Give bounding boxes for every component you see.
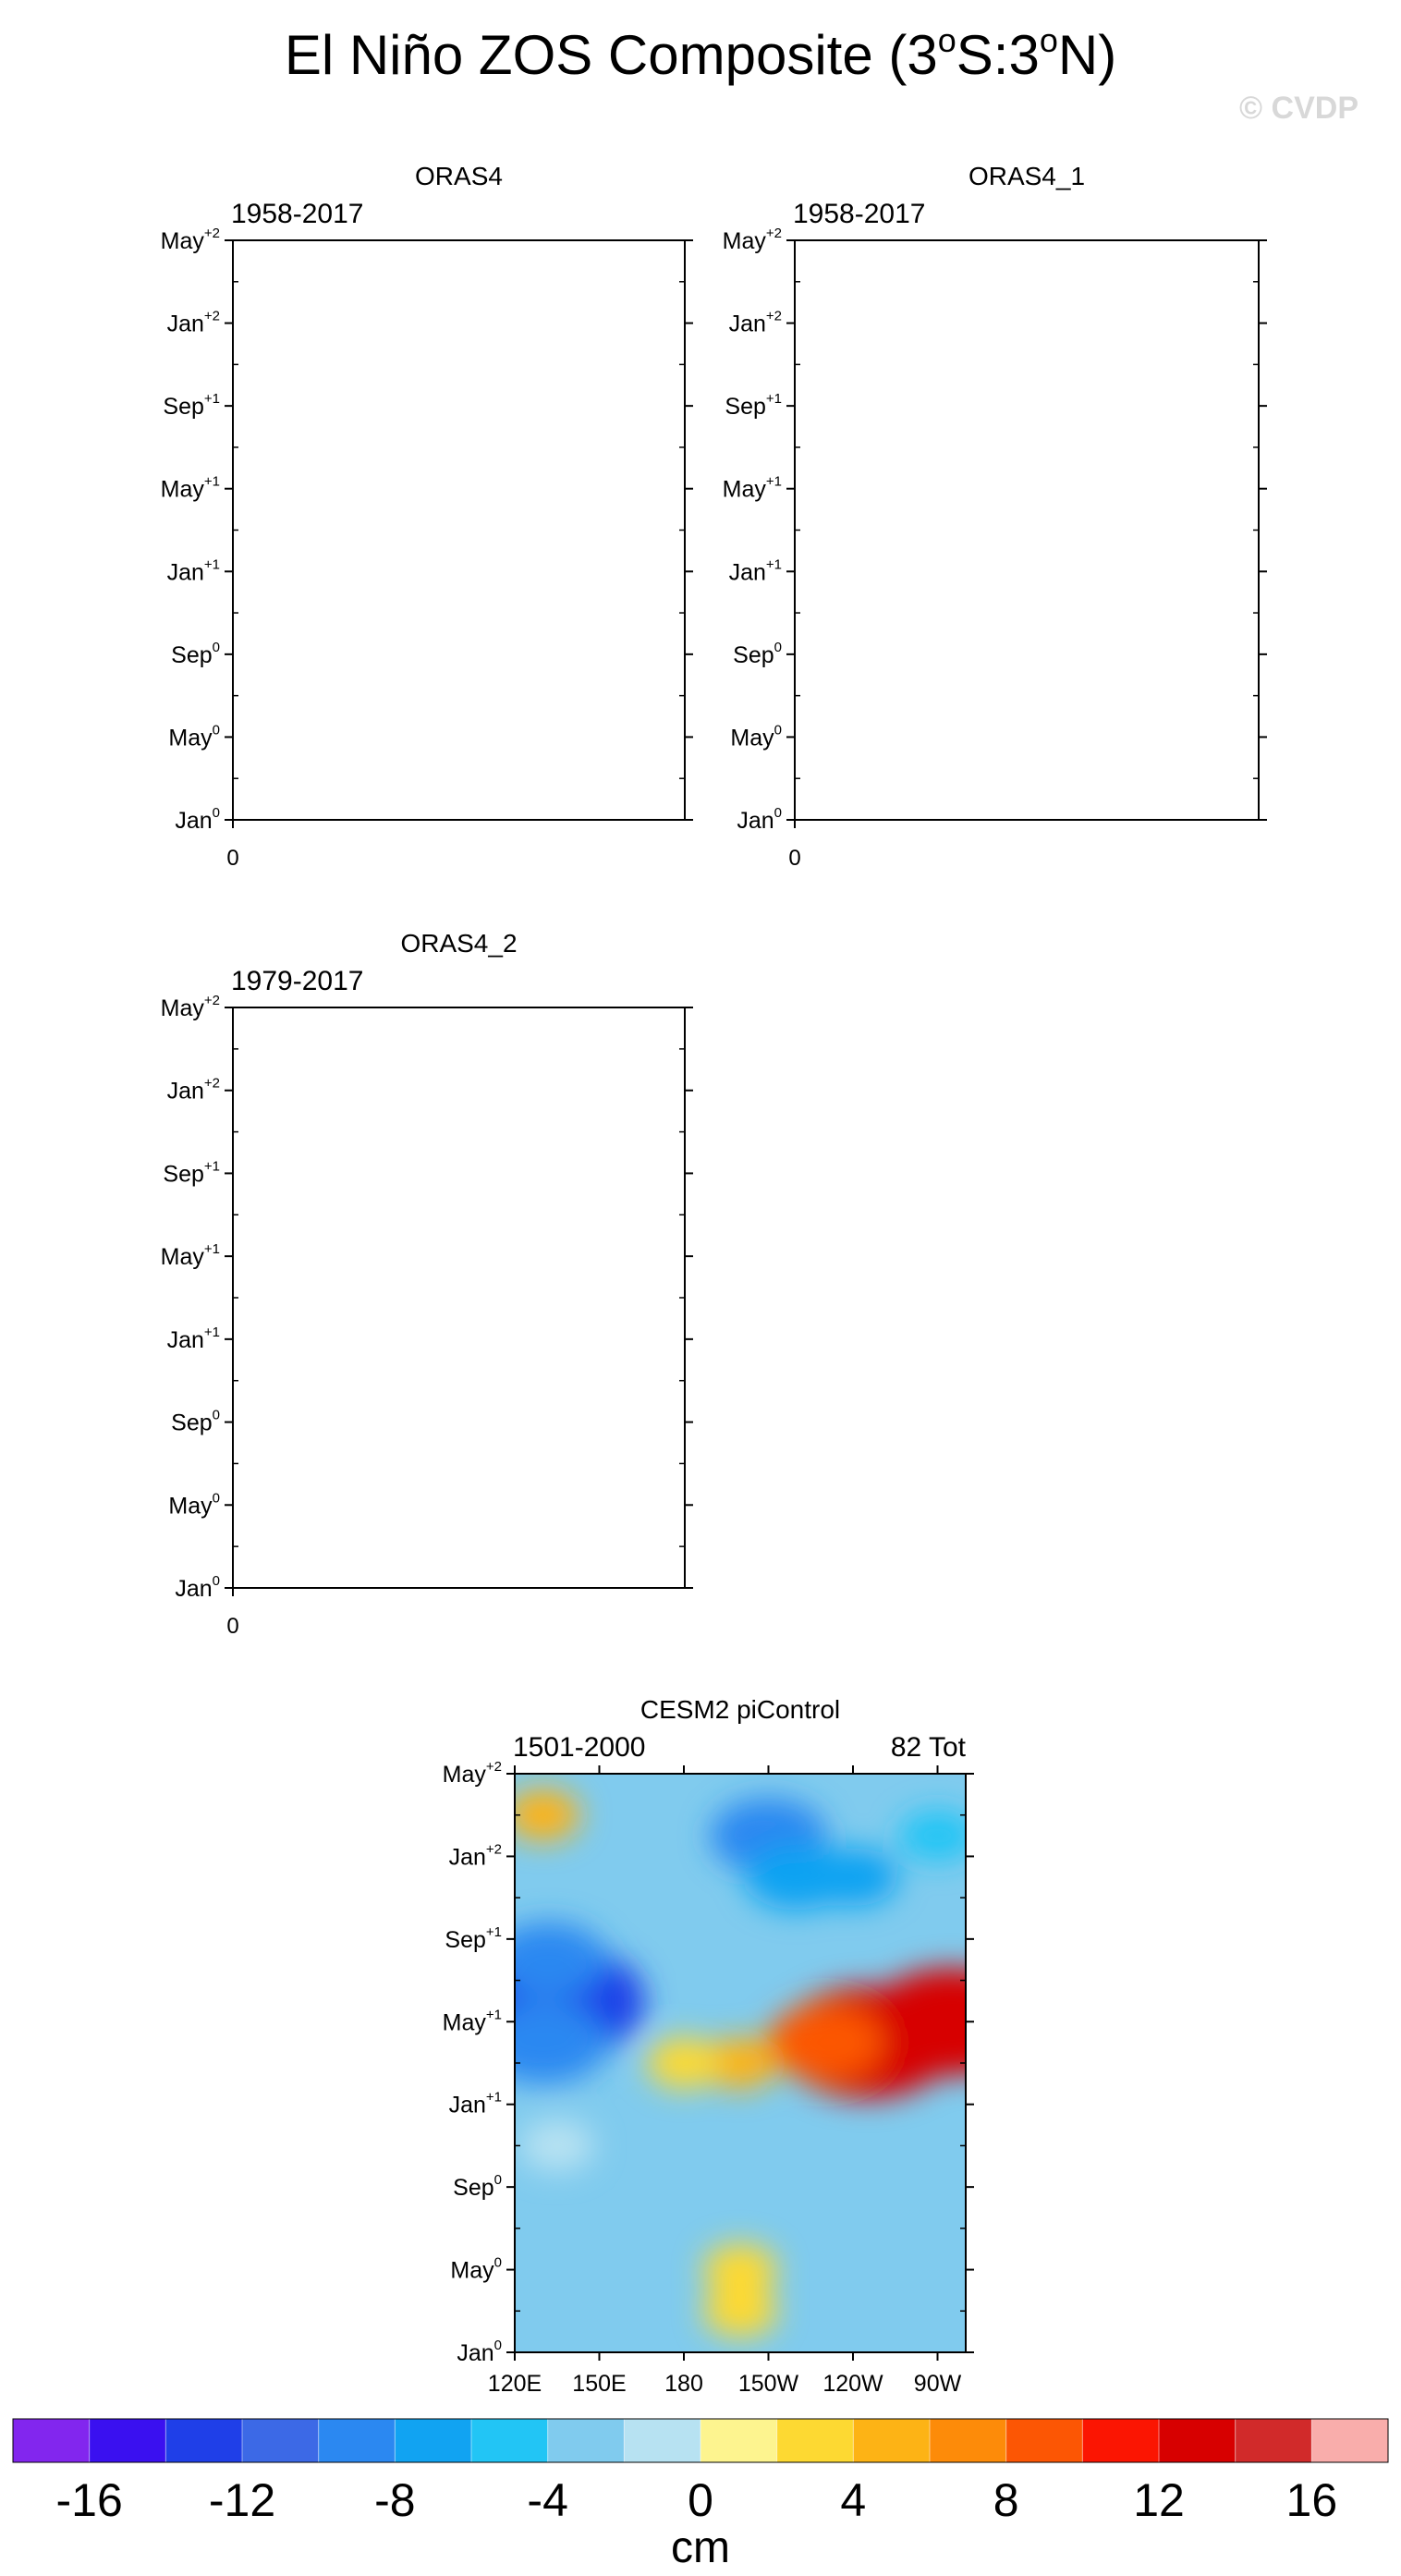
colorbar-swatch [471, 2419, 548, 2462]
y-tick-label: Sep$^0$ [733, 639, 782, 668]
colorbar-label: 16 [1285, 2474, 1338, 2526]
y-tick-label: May$^0$ [168, 722, 220, 751]
colorbar-label: 0 [688, 2474, 713, 2526]
y-tick-label: May$^{+1}$ [722, 473, 782, 503]
x-tick-label: 180 [664, 2371, 703, 2397]
colorbar-label: -16 [55, 2474, 123, 2526]
y-tick-label: Sep$^{+1}$ [163, 1158, 220, 1188]
colorbar-label: 12 [1133, 2474, 1185, 2526]
y-tick-label: Jan$^0$ [737, 805, 782, 834]
y-tick-label: Jan$^{+1}$ [448, 2089, 502, 2118]
colorbar-label: 4 [840, 2474, 867, 2526]
x-tick-label: 0 [788, 846, 801, 871]
colorbar-swatch [1236, 2419, 1312, 2462]
colorbar-swatch [624, 2419, 700, 2462]
colorbar-unit: cm [671, 2523, 730, 2572]
y-tick-label: May$^{+2}$ [442, 1759, 502, 1788]
x-tick-label: 0 [226, 1614, 239, 1639]
y-tick-label: Sep$^0$ [453, 2172, 502, 2202]
watermark: © CVDP [1239, 91, 1358, 126]
y-tick-label: Jan$^{+2}$ [166, 1075, 220, 1105]
y-tick-label: May$^0$ [168, 1490, 220, 1520]
colorbar-swatch [13, 2419, 90, 2462]
field-value [808, 1848, 898, 1906]
y-tick-label: May$^{+1}$ [160, 1241, 220, 1271]
y-tick-label: May$^{+1}$ [160, 473, 220, 503]
y-tick-label: Jan$^0$ [457, 2338, 502, 2366]
colorbar-label: -4 [527, 2474, 568, 2526]
y-tick-label: Jan$^{+2}$ [728, 308, 782, 337]
panel-1 [161, 162, 693, 871]
contour-field [464, 1774, 1036, 2352]
y-tick-label: Sep$^{+1}$ [445, 1923, 502, 1953]
colorbar-swatch [1159, 2419, 1236, 2462]
y-tick-label: May$^{+2}$ [160, 993, 220, 1021]
x-tick-label: 0 [226, 846, 239, 871]
y-tick-label: May$^{+2}$ [722, 226, 782, 254]
colorbar-label: -12 [208, 2474, 276, 2526]
panel-2 [723, 162, 1267, 871]
colorbar-label: 8 [993, 2474, 1019, 2526]
y-tick-label: Jan$^0$ [175, 1573, 220, 1602]
field-value [520, 2119, 594, 2171]
field-value [899, 1810, 977, 1862]
y-tick-label: May$^{+1}$ [442, 2007, 502, 2036]
panel-period: 1958-2017 [231, 199, 364, 229]
colorbar-swatch [853, 2419, 930, 2462]
panel-period: 1958-2017 [793, 199, 926, 229]
panel-period: 1501-2000 [513, 1732, 646, 1763]
y-tick-label: Sep$^0$ [171, 1407, 220, 1436]
y-tick-label: Jan$^0$ [175, 805, 220, 834]
field-value [703, 2285, 777, 2337]
plot-frame [233, 240, 685, 820]
panel-count: 82 Tot [890, 1732, 966, 1763]
y-tick-label: May$^{+2}$ [160, 226, 220, 254]
colorbar-swatch [395, 2419, 471, 2462]
x-tick-label: 150W [737, 2371, 799, 2397]
colorbar-swatch [1006, 2419, 1083, 2462]
panel-4 [443, 1695, 1036, 2397]
field-value [647, 2037, 721, 2089]
colorbar-swatch [548, 2419, 625, 2462]
panel-title: ORAS4_2 [400, 929, 518, 958]
field-value [491, 1923, 607, 1997]
colorbar-swatch [777, 2419, 854, 2462]
panel-title: ORAS4 [415, 162, 503, 190]
colorbar-swatch [1311, 2419, 1388, 2462]
field-value [767, 2005, 883, 2080]
panel-title: CESM2 piControl [640, 1695, 841, 1724]
panel-3 [161, 929, 693, 1639]
field-value [868, 1968, 1036, 2076]
y-tick-label: Jan$^{+2}$ [448, 1841, 502, 1871]
y-tick-label: May$^0$ [730, 722, 782, 751]
colorbar-label: -8 [374, 2474, 416, 2526]
colorbar [13, 2419, 1388, 2572]
panel-period: 1979-2017 [231, 966, 364, 996]
colorbar-swatch [700, 2419, 777, 2462]
colorbar-swatch [90, 2419, 166, 2462]
figure-title: El Niño ZOS Composite (3$^o$S:3$^o$N) [284, 21, 1117, 86]
colorbar-swatch [1082, 2419, 1159, 2462]
colorbar-swatch [242, 2419, 319, 2462]
y-tick-label: Jan$^{+1}$ [166, 1324, 220, 1353]
x-tick-label: 120W [822, 2371, 883, 2397]
x-tick-label: 90W [913, 2371, 962, 2397]
plot-frame [233, 1007, 685, 1588]
y-tick-label: May$^0$ [450, 2254, 502, 2284]
plot-frame [795, 240, 1259, 820]
y-tick-label: Jan$^{+1}$ [728, 556, 782, 586]
y-tick-label: Jan$^{+1}$ [166, 556, 220, 586]
panels [161, 162, 1267, 2397]
x-tick-label: 120E [487, 2371, 542, 2397]
colorbar-swatch [165, 2419, 242, 2462]
y-tick-label: Sep$^{+1}$ [163, 391, 220, 421]
panel-title: ORAS4_1 [968, 162, 1086, 190]
y-tick-label: Jan$^{+2}$ [166, 308, 220, 337]
y-tick-label: Sep$^0$ [171, 639, 220, 668]
colorbar-swatch [930, 2419, 1006, 2462]
x-tick-label: 150E [572, 2371, 627, 2397]
y-tick-label: Sep$^{+1}$ [725, 391, 782, 421]
colorbar-swatch [319, 2419, 396, 2462]
